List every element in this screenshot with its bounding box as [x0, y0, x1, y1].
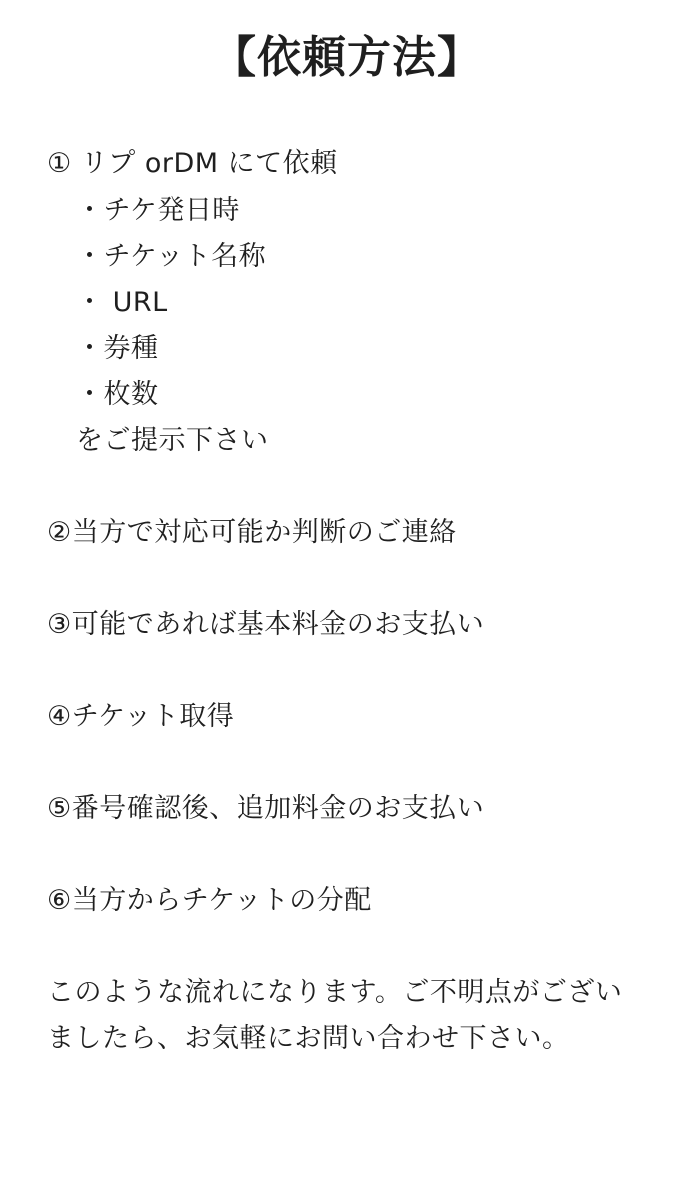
step-1-footer: をご提示下さい — [76, 425, 269, 456]
step-1-item-ticket-name: ・チケット名称 — [76, 241, 267, 272]
step-1-item-ticket-type: ・券種 — [76, 333, 159, 364]
step-3: ③可能であれば基本料金のお支払い — [47, 609, 485, 640]
step-1-item-url: ・ URL — [76, 287, 168, 318]
step-1-item-ticket-release-datetime: ・チケ発日時 — [76, 195, 240, 226]
closing-text-line-1: このような流れになります。ご不明点がござい — [47, 977, 623, 1008]
page-title: 【依頼方法】 — [212, 32, 482, 83]
step-6: ⑥当方からチケットの分配 — [47, 885, 372, 916]
closing-text-line-2: ましたら、お気軽にお問い合わせ下さい。 — [47, 1023, 570, 1054]
step-2: ②当方で対応可能か判断のご連絡 — [47, 517, 457, 548]
step-1-heading: ① リプ orDM にて依頼 — [47, 148, 338, 179]
step-5: ⑤番号確認後、追加料金のお支払い — [47, 793, 485, 824]
step-1-item-quantity: ・枚数 — [76, 379, 159, 410]
cropped-header-fragment — [230, 0, 470, 6]
step-4: ④チケット取得 — [47, 701, 235, 732]
